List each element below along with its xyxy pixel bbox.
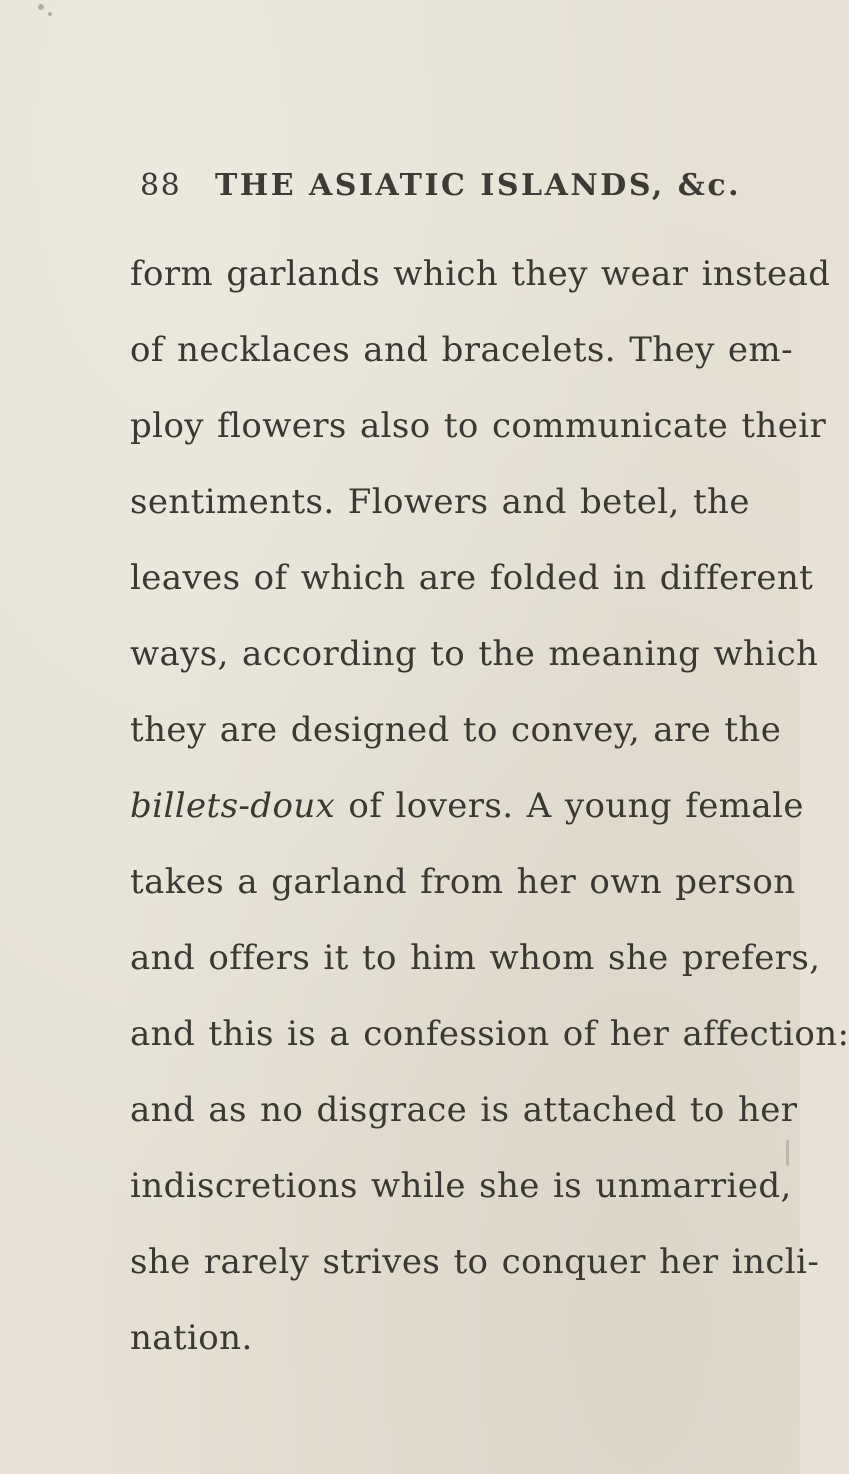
text-line: indiscretions while she is unmarried, xyxy=(130,1166,792,1206)
text-line: she rarely strives to conquer her incli- xyxy=(130,1242,820,1282)
italic-phrase: billets-doux xyxy=(130,786,336,826)
paper-speck xyxy=(38,4,44,10)
text-line: billets-doux of lovers. A young female xyxy=(130,786,804,826)
page-header xyxy=(140,168,760,208)
text-line: and this is a confession of her affection: xyxy=(130,1014,849,1054)
text-line: and offers it to him whom she prefers, xyxy=(130,938,821,978)
running-title: THE ASIATIC ISLANDS, &c. xyxy=(215,168,742,203)
page-number: 88 xyxy=(140,168,182,203)
paper-speck xyxy=(48,12,52,16)
body-paragraph xyxy=(130,236,849,1376)
text-line: ploy flowers also to communicate their xyxy=(130,406,827,446)
text-line: form garlands which they wear instead xyxy=(130,254,831,294)
paper-speck xyxy=(786,1140,789,1166)
text-line: and as no disgrace is attached to her xyxy=(130,1090,798,1130)
text-line: sentiments. Flowers and betel, the xyxy=(130,482,750,522)
text-line: takes a garland from her own person xyxy=(130,862,796,902)
text-line: ways, according to the meaning which xyxy=(130,634,819,674)
text-line: they are designed to convey, are the xyxy=(130,710,782,750)
text-line: of necklaces and bracelets. They em- xyxy=(130,330,793,370)
text-line: leaves of which are folded in different xyxy=(130,558,814,598)
text-line-last: nation. xyxy=(130,1318,253,1358)
